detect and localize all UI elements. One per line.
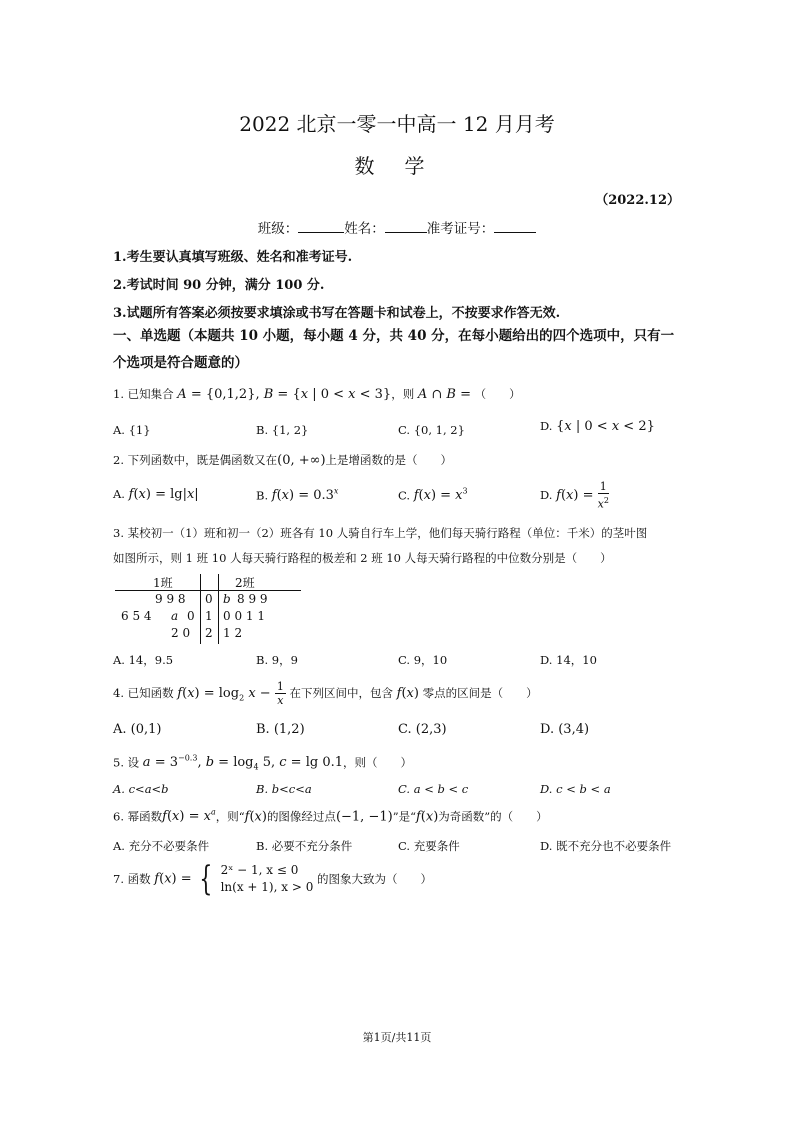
q2-option-c [398, 487, 468, 503]
q1-option-d [540, 419, 655, 434]
question-3-line-2: 如图所示，则 1 班 10 人每天骑行路程的极差和 2 班 10 人每天骑行路程的中位数分别是（ ） [113, 551, 612, 565]
q2-option-b [256, 487, 338, 503]
exam-subject: 数学 [354, 154, 455, 178]
q2-option-a-label: A. [113, 487, 125, 501]
q5-stem-post: ，则（ ） [343, 755, 412, 770]
question-1 [113, 386, 521, 402]
q4-option-d: D. (3,4) [540, 722, 590, 737]
stem-leaf-plot [115, 574, 301, 644]
q6-stem-mid3: ”是“ [392, 809, 416, 824]
q6-option-b: B. 必要不充分条件 [256, 839, 353, 853]
q6-option-d: D. 既不充分也不必要条件 [540, 839, 672, 853]
stem-leaf-divider-right [218, 574, 219, 644]
q4-stem-mid: 在下列区间中，包含 [289, 686, 393, 700]
stem-leaf-divider-left [200, 574, 201, 644]
q6-stem-mid1: ，则“ [215, 809, 245, 824]
q1-stem: 1. 已知集合 [113, 387, 174, 401]
row1-right-var: b [223, 592, 231, 606]
q4-option-c: C. (2,3) [398, 722, 447, 737]
exam-title: 2022 北京一零一中高一 12 月月考 [239, 112, 555, 136]
q2-option-a-math: f(x) = lg|x| [128, 487, 199, 502]
question-4 [113, 680, 538, 707]
q3-option-a: A. 14，9.5 [113, 653, 174, 667]
row3-left-leaves: 2 0 [171, 626, 191, 640]
row2-left-zero: 0 [187, 609, 195, 623]
q5-option-d: D. c < b < a [540, 782, 611, 796]
q3-option-d: D. 14，10 [540, 653, 597, 667]
name-field-label: 姓名： [344, 221, 385, 237]
note-1: 1.考生要认真填写班级、姓名和准考证号. [113, 250, 353, 265]
row2-left-var: a [171, 609, 179, 623]
row2-left-leaves: 6 5 4 [121, 609, 152, 623]
q2-option-d-math: f(x) = $\frac{1}{x^2}$ [556, 480, 609, 511]
q4-function: $f(x) = \log_2 x$ − $\frac{1}{x}$ [177, 680, 284, 707]
q2-interval: (0, +∞) [277, 453, 326, 468]
q7-fx: f(x) = [154, 871, 192, 887]
name-field-blank [385, 220, 427, 233]
question-2 [113, 452, 452, 468]
q7-stem-post: 的图象大致为（ ） [316, 872, 432, 886]
exam-date: （2022.12） [595, 193, 680, 208]
q1-stem-post: ，则 [391, 387, 415, 401]
q3-option-c: C. 9，10 [398, 653, 448, 667]
id-field-blank [494, 220, 536, 233]
q2-option-c-math: $f(x) = x^3$ [413, 487, 468, 504]
section-heading: 一、单选题（本题共 10 小题，每小题 4 分，共 40 分，在每小题给出的四个选项中，只有一个选项是符合题意的） [113, 328, 675, 371]
q2-option-d-label: D. [540, 487, 553, 502]
q6-stem-mid2: 的图像经过点 [266, 809, 336, 824]
q2-option-a [113, 487, 199, 502]
q1-option-a: A. {1} [113, 423, 151, 437]
q1-option-b: B. {1, 2} [256, 423, 309, 437]
note-3: 3.试题所有答案必须按要求填涂或书写在答题卡和试卷上，不按要求作答无效. [113, 306, 561, 321]
q5-option-c: C. a < b < c [398, 782, 469, 796]
q6-stem: 6. 幂函数 [113, 809, 163, 824]
stem-leaf-header-class1: 1班 [153, 576, 173, 590]
q6-point: (−1, −1) [335, 809, 393, 825]
q4-stem-post: 零点的区间是（ ） [422, 686, 538, 700]
q7-cases [221, 862, 314, 896]
q1-option-d-math: {x | 0 < x < 2} [556, 419, 655, 434]
q6-option-a: A. 充分不必要条件 [113, 839, 210, 853]
q4-stem: 4. 已知函数 [113, 686, 174, 700]
q1-option-d-label: D. [540, 419, 553, 433]
page-footer: 第1页/共11页 [362, 1031, 432, 1044]
q1-intersection: A ∩ B = [417, 387, 472, 402]
q2-option-b-math: $f(x) = 0.3^x$ [271, 487, 339, 504]
q5-option-b: B. b<c<a [256, 782, 312, 796]
q6-power-func: $f(x) = x^a$ [162, 808, 216, 825]
row2-stem: 1 [205, 609, 213, 623]
class-field-label: 班级： [257, 221, 299, 237]
q7-case-1: 2ˣ − 1, x ≤ 0 [220, 863, 299, 877]
note-2: 2.考试时间 90 分钟，满分 100 分. [113, 278, 325, 293]
row3-stem: 2 [205, 626, 213, 640]
q7-case-2: ln(x + 1), x > 0 [220, 880, 314, 894]
q7-stem: 7. 函数 [113, 872, 151, 886]
stem-leaf-header-class2: 2班 [235, 576, 255, 590]
q6-fx2: f(x) [415, 809, 439, 825]
q5-values: $a = 3^{-0.3}$, $b = \log_4 5$, c = lg 0.1 [142, 754, 343, 772]
row1-left-leaves: 9 9 8 [155, 592, 186, 606]
stem-leaf-rule [115, 590, 301, 591]
row3-right-leaves: 1 2 [223, 626, 243, 640]
q1-sets: A = {0,1,2}, B = {x | 0 < x < 3} [177, 387, 392, 402]
q4-fx: f(x) [396, 686, 419, 701]
q6-option-c: C. 充要条件 [398, 839, 460, 853]
q4-option-b: B. (1,2) [256, 722, 305, 737]
student-fields [0, 217, 794, 237]
q2-stem-post: 上是增函数的是（ ） [325, 453, 453, 467]
question-7 [113, 859, 432, 899]
q1-option-c: C. {0, 1, 2} [398, 423, 465, 437]
question-6 [113, 808, 548, 824]
q2-stem: 2. 下列函数中，既是偶函数又在 [113, 453, 278, 467]
row1-right-leaves: 8 9 9 [237, 592, 268, 606]
row2-right-leaves: 0 0 1 1 [223, 609, 265, 623]
q6-stem-mid4: 为奇函数”的（ ） [438, 809, 548, 824]
q1-paren: （ ） [474, 387, 521, 401]
question-3-line-1: 3. 某校初一（1）班和初一（2）班各有 10 人骑自行车上学，他们每天骑行路程（单位：千米）的茎叶图 [113, 526, 648, 540]
q2-option-c-label: C. [398, 488, 411, 503]
class-field-blank [298, 220, 344, 233]
question-5 [113, 754, 412, 772]
q2-option-d [540, 480, 609, 511]
q2-option-b-label: B. [256, 488, 269, 503]
id-field-label: 准考证号： [426, 221, 495, 237]
row1-stem: 0 [205, 592, 213, 606]
q6-fx1: f(x) [244, 809, 267, 825]
q5-stem: 5. 设 [113, 755, 140, 770]
q5-option-a: A. c<a<b [113, 782, 169, 796]
q4-option-a: A. (0,1) [113, 722, 162, 737]
q3-option-b: B. 9，9 [256, 653, 298, 667]
q7-brace: { [199, 859, 213, 899]
